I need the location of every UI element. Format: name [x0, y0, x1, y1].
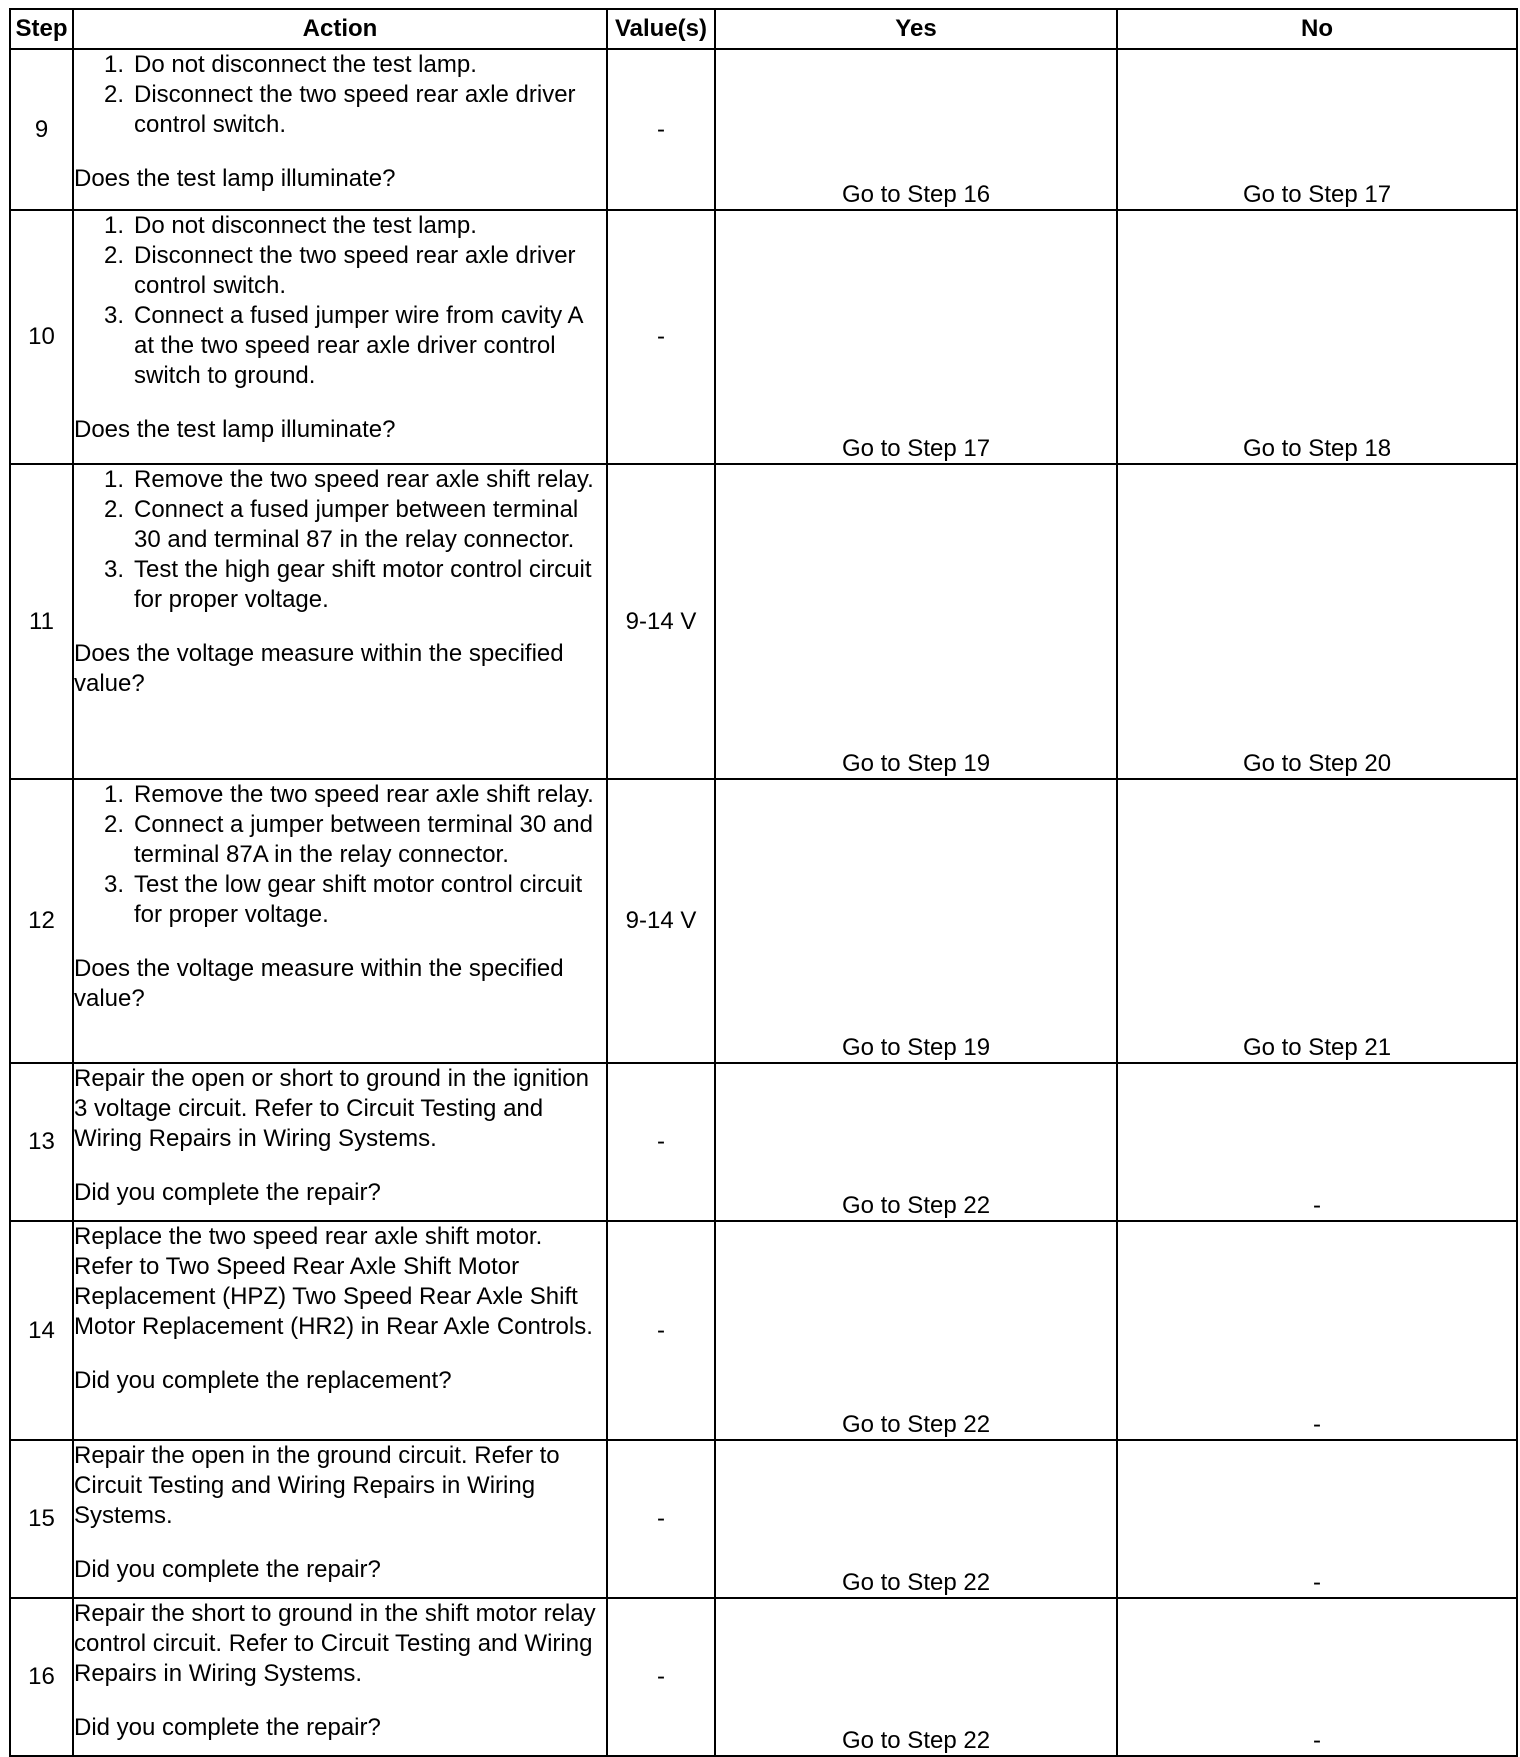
value-cell: - — [607, 1598, 715, 1756]
action-step: 2. Connect a fused jumper between terminal 30 and terminal 87 in the relay connector. — [103, 496, 579, 553]
action-step: 1. Do not disconnect the test lamp. — [103, 212, 477, 239]
action-text: Repair the short to ground in the shift motor relay control circuit. Refer to Circuit Testing and Wiring Repairs in Wiring Systems. — [74, 1600, 596, 1687]
action-step: 3. Test the high gear shift motor control circuit for proper voltage. — [103, 556, 592, 613]
no-cell: Go to Step 21 — [1117, 779, 1517, 1063]
action-step: 2. Connect a jumper between terminal 30 and terminal 87A in the relay connector. — [103, 811, 593, 868]
no-cell: - — [1117, 1063, 1517, 1221]
action-question: Did you complete the repair? — [74, 1714, 381, 1741]
header-action: Action — [73, 9, 607, 49]
yes-cell: Go to Step 19 — [715, 464, 1117, 779]
step-number: 11 — [10, 464, 73, 779]
yes-cell: Go to Step 22 — [715, 1440, 1117, 1598]
yes-cell: Go to Step 17 — [715, 210, 1117, 464]
value-cell: - — [607, 49, 715, 210]
header-yes: Yes — [715, 9, 1117, 49]
step-number: 12 — [10, 779, 73, 1063]
action-question: Does the test lamp illuminate? — [74, 416, 396, 443]
yes-cell: Go to Step 22 — [715, 1063, 1117, 1221]
action-cell — [73, 1440, 607, 1598]
action-cell — [73, 464, 607, 779]
yes-cell: Go to Step 22 — [715, 1221, 1117, 1440]
table-row — [10, 779, 1517, 1063]
action-question: Did you complete the replacement? — [74, 1367, 452, 1394]
table-row — [10, 1063, 1517, 1221]
step-number: 14 — [10, 1221, 73, 1440]
action-steps — [74, 50, 606, 140]
table-row — [10, 210, 1517, 464]
no-cell: Go to Step 20 — [1117, 464, 1517, 779]
action-cell — [73, 210, 607, 464]
step-number: 15 — [10, 1440, 73, 1598]
action-step: 1. Remove the two speed rear axle shift relay. — [103, 466, 594, 493]
action-cell — [73, 1221, 607, 1440]
no-cell: Go to Step 17 — [1117, 49, 1517, 210]
value-cell: - — [607, 210, 715, 464]
action-steps — [74, 465, 606, 615]
action-step: 2. Disconnect the two speed rear axle driver control switch. — [103, 242, 576, 299]
header-values: Value(s) — [607, 9, 715, 49]
action-question: Did you complete the repair? — [74, 1179, 381, 1206]
table-row — [10, 1221, 1517, 1440]
header-no: No — [1117, 9, 1517, 49]
action-step: 3. Connect a fused jumper wire from cavity A at the two speed rear axle driver control switch to ground. — [103, 302, 583, 389]
action-cell — [73, 49, 607, 210]
header-row — [10, 9, 1517, 49]
action-steps — [74, 211, 606, 391]
step-number: 10 — [10, 210, 73, 464]
no-cell: - — [1117, 1598, 1517, 1756]
table-row — [10, 49, 1517, 210]
action-step: 1. Remove the two speed rear axle shift relay. — [103, 781, 594, 808]
header-step: Step — [10, 9, 73, 49]
yes-cell: Go to Step 22 — [715, 1598, 1117, 1756]
value-cell: - — [607, 1440, 715, 1598]
yes-cell: Go to Step 19 — [715, 779, 1117, 1063]
action-question: Does the test lamp illuminate? — [74, 165, 396, 192]
table-row — [10, 464, 1517, 779]
action-step: 3. Test the low gear shift motor control circuit for proper voltage. — [103, 871, 583, 928]
action-step: 2. Disconnect the two speed rear axle driver control switch. — [103, 81, 576, 138]
no-cell: Go to Step 18 — [1117, 210, 1517, 464]
action-question: Did you complete the repair? — [74, 1556, 381, 1583]
action-question: Does the voltage measure within the specified value? — [74, 640, 564, 697]
action-cell — [73, 1063, 607, 1221]
table-row — [10, 1598, 1517, 1756]
value-cell: - — [607, 1063, 715, 1221]
step-number: 16 — [10, 1598, 73, 1756]
action-text: Repair the open or short to ground in the ignition 3 voltage circuit. Refer to Circuit Testing and Wiring Repairs in Wiring Systems. — [74, 1065, 590, 1152]
value-cell: 9-14 V — [607, 464, 715, 779]
action-text: Repair the open in the ground circuit. Refer to Circuit Testing and Wiring Repairs in Wiring Systems. — [74, 1442, 560, 1529]
action-cell — [73, 1598, 607, 1756]
action-steps — [74, 780, 606, 930]
step-number: 9 — [10, 49, 73, 210]
value-cell: - — [607, 1221, 715, 1440]
step-number: 13 — [10, 1063, 73, 1221]
value-cell: 9-14 V — [607, 779, 715, 1063]
action-question: Does the voltage measure within the specified value? — [74, 955, 564, 1012]
diagnostic-table — [9, 8, 1518, 1757]
no-cell: - — [1117, 1440, 1517, 1598]
action-text: Replace the two speed rear axle shift motor. Refer to Two Speed Rear Axle Shift Motor Replacement (HPZ) Two Speed Rear Axle Shift Motor Replacement (HR2) in Rear Axle Controls. — [74, 1223, 593, 1340]
table-row — [10, 1440, 1517, 1598]
action-step: 1. Do not disconnect the test lamp. — [103, 51, 477, 78]
no-cell: - — [1117, 1221, 1517, 1440]
action-cell — [73, 779, 607, 1063]
yes-cell: Go to Step 16 — [715, 49, 1117, 210]
